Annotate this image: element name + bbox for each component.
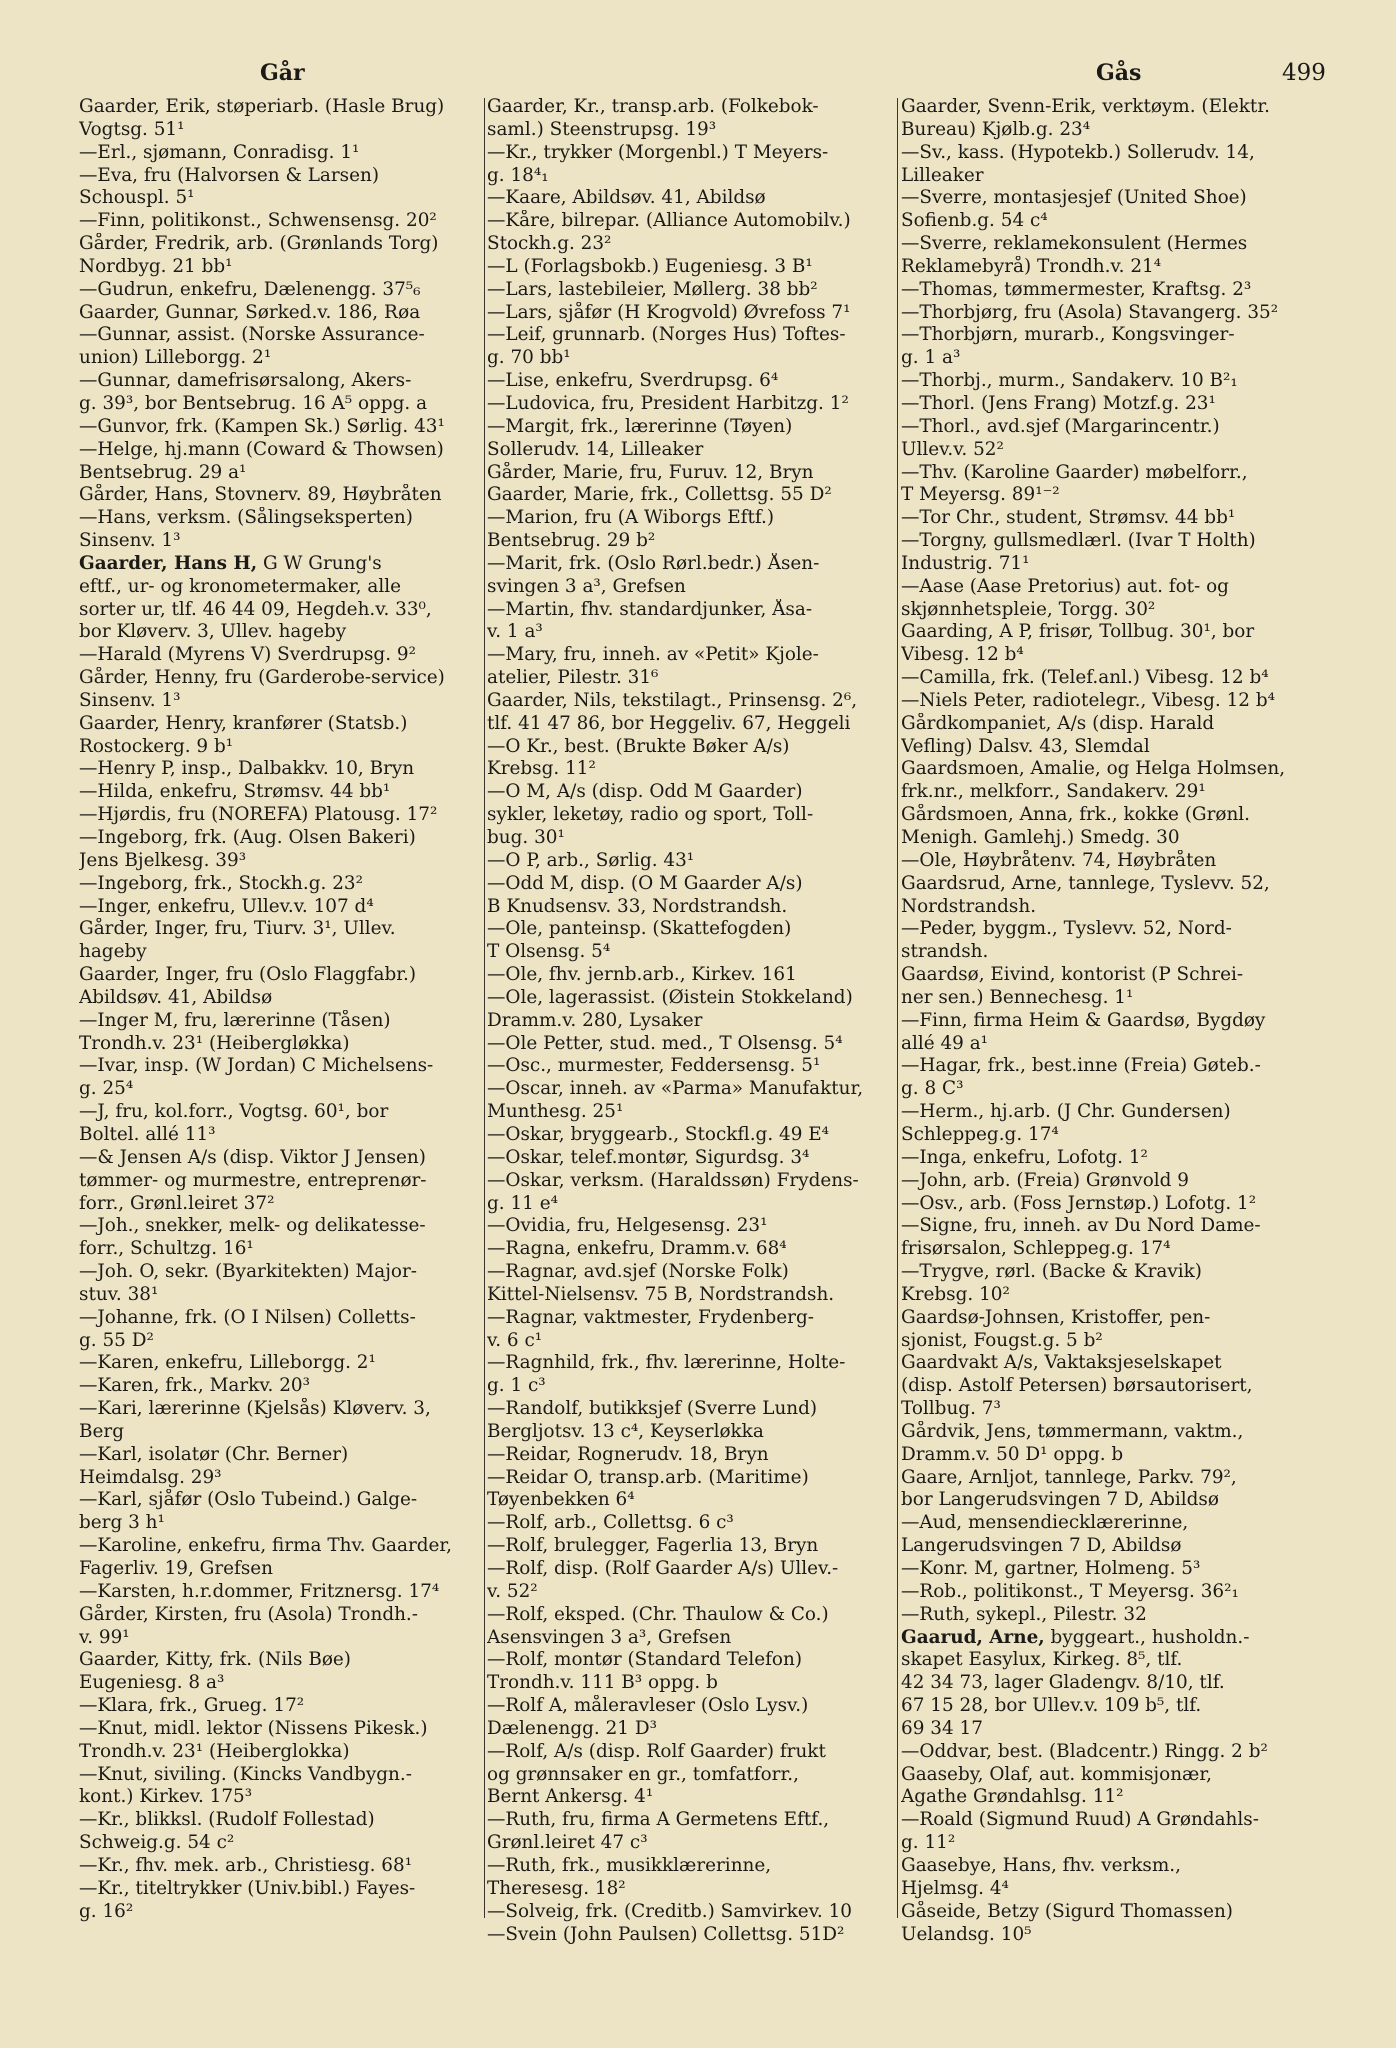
directory-line: Bureau) Kjølb.g. 23⁴ xyxy=(901,118,1091,140)
directory-line: frisørsalon, Schleppeg.g. 17⁴ xyxy=(901,1238,1171,1260)
directory-line: —Kr., trykker (Morgenbl.) T Meyers- xyxy=(487,141,829,163)
directory-line: (disp. Astolf Petersen) børsautorisert, xyxy=(901,1375,1253,1397)
directory-line: Munthesg. 25¹ xyxy=(487,1101,624,1123)
directory-line: Gaare, Arnljot, tannlege, Parkv. 79², xyxy=(901,1466,1237,1488)
directory-line: og grønnsaker en gr., tomfatforr., xyxy=(487,1763,799,1785)
directory-column-1 xyxy=(79,96,473,1924)
directory-line: Heimdalsg. 29³ xyxy=(79,1466,222,1488)
directory-line: Schouspl. 5¹ xyxy=(79,187,195,209)
directory-line: —Herm., hj.arb. (J Chr. Gundersen) xyxy=(901,1101,1231,1123)
directory-line: —John, arb. (Freia) Grønvold 9 xyxy=(901,1169,1189,1191)
directory-line: —Osv., arb. (Foss Jernstøp.) Lofotg. 1² xyxy=(901,1192,1257,1214)
directory-line: union) Lilleborgg. 2¹ xyxy=(79,347,272,369)
directory-line: Gaarder, Hans H, G W Grung's xyxy=(79,552,382,574)
directory-line: Reklamebyrå) Trondh.v. 21⁴ xyxy=(901,255,1162,277)
directory-line: skjønnhetspleie, Torgg. 30² xyxy=(901,598,1156,620)
directory-line: —Karoline, enkefru, firma Thv. Gaarder, xyxy=(79,1535,453,1557)
directory-line: —Lise, enkefru, Sverdrupsg. 6⁴ xyxy=(487,370,779,392)
directory-line: Trondh.v. 23¹ (Heibergløkka) xyxy=(79,1032,350,1054)
directory-line: Gaardsrud, Arne, tannlege, Tyslevv. 52, xyxy=(901,872,1270,894)
directory-line: —Sverre, reklamekonsulent (Hermes xyxy=(901,233,1248,255)
directory-line: —Inger, enkefru, Ullev.v. 107 d⁴ xyxy=(79,895,374,917)
directory-line: —Leif, grunnarb. (Norges Hus) Toftes- xyxy=(487,324,846,346)
directory-line: g. 1 a³ xyxy=(901,347,961,369)
directory-line: —Joh., snekker, melk- og delikatesse- xyxy=(79,1215,426,1237)
directory-line: g. 70 bb¹ xyxy=(487,347,571,369)
directory-line: T Meyersg. 89¹⁻² xyxy=(901,484,1060,506)
directory-line: Fagerliv. 19, Grefsen xyxy=(79,1558,274,1579)
directory-line: —Konr. M, gartner, Holmeng. 5³ xyxy=(901,1558,1201,1579)
directory-line: Gårder, Fredrik, arb. (Grønlands Torg) xyxy=(79,233,439,255)
directory-line: —Ingeborg, frk., Stockh.g. 23² xyxy=(79,872,363,894)
directory-line: 67 15 28, bor Ullev.v. 109 b⁵, tlf. xyxy=(901,1695,1202,1717)
directory-line: Gaarder, Svenn-Erik, verktøym. (Elektr. xyxy=(901,96,1270,117)
directory-line: Vogtsg. 51¹ xyxy=(79,118,185,140)
directory-line: —Karl, sjåfør (Oslo Tubeind.) Galge- xyxy=(79,1489,418,1511)
directory-line: —Ole, Høybråtenv. 74, Høybråten xyxy=(901,849,1217,871)
directory-column-2 xyxy=(487,96,881,1946)
directory-line: v. 52² xyxy=(487,1580,538,1602)
directory-line: —O Kr., best. (Brukte Bøker A/s) xyxy=(487,735,790,757)
directory-line: —Ludovica, fru, President Harbitzg. 1² xyxy=(487,392,849,414)
directory-line: —Karsten, h.r.dommer, Fritznersg. 17⁴ xyxy=(79,1580,440,1602)
directory-line: Vefling) Dalsv. 43, Slemdal xyxy=(901,735,1150,757)
directory-line: Bergljotsv. 13 c⁴, Keyserløkka xyxy=(487,1420,764,1442)
directory-line: —Randolf, butikksjef (Sverre Lund) xyxy=(487,1398,818,1420)
directory-line: —Rob., politikonst., T Meyersg. 36²₁ xyxy=(901,1580,1239,1602)
directory-line: Hjelmsg. 4⁴ xyxy=(901,1877,1009,1899)
directory-line: —Osc., murmester, Feddersensg. 5¹ xyxy=(487,1055,821,1077)
directory-line: —Harald (Myrens V) Sverdrupsg. 9² xyxy=(79,644,416,666)
directory-line: —Thorl., avd.sjef (Margarincentr.) xyxy=(901,415,1220,437)
directory-line: —Hagar, frk., best.inne (Freia) Gøteb.- xyxy=(901,1055,1261,1077)
directory-line: g. 25⁴ xyxy=(79,1078,134,1100)
directory-line: Sofienb.g. 54 c⁴ xyxy=(901,210,1048,232)
directory-line: —Marion, fru (A Wiborgs Eftf.) xyxy=(487,507,775,529)
directory-line: —Kari, lærerinne (Kjelsås) Kløverv. 3, xyxy=(79,1398,431,1420)
directory-line: Dælenengg. 21 D³ xyxy=(487,1717,657,1739)
directory-line: g. 18⁴₁ xyxy=(487,164,549,186)
directory-line: —Thorbjørg, fru (Asola) Stavangerg. 35² xyxy=(901,301,1279,323)
directory-line: Trondh.v. 111 B³ oppg. b xyxy=(487,1672,718,1694)
directory-line: —Finn, firma Heim & Gaardsø, Bygdøy xyxy=(901,1009,1266,1031)
directory-line: tlf. 41 47 86, bor Heggeliv. 67, Heggeli xyxy=(487,712,851,734)
directory-line: —Peder, byggm., Tyslevv. 52, Nord- xyxy=(901,918,1232,940)
directory-line: —Rolf, eksped. (Chr. Thaulow & Co.) xyxy=(487,1603,829,1625)
directory-line: —Kaare, Abildsøv. 41, Abildsø xyxy=(487,187,766,209)
directory-line: bug. 30¹ xyxy=(487,827,565,848)
directory-line: Gaarder, Henry, kranfører (Statsb.) xyxy=(79,712,408,734)
directory-line: v. 99¹ xyxy=(79,1626,130,1648)
directory-line: allé 49 a¹ xyxy=(901,1032,989,1054)
directory-line: sjonist, Fougst.g. 5 b² xyxy=(901,1329,1103,1351)
directory-line: —Kr., fhv. mek. arb., Christiesg. 68¹ xyxy=(79,1854,413,1876)
directory-line: —Mary, fru, inneh. av «Petit» Kjole- xyxy=(487,644,819,666)
directory-line: Gaasebye, Hans, fhv. verksm., xyxy=(901,1854,1181,1876)
directory-line: —Henry P, insp., Dalbakkv. 10, Bryn xyxy=(79,758,415,780)
directory-line: —Lars, lastebileier, Møllerg. 38 bb² xyxy=(487,278,818,300)
directory-line: —Gunnar, damefrisørsalong, Akers- xyxy=(79,370,412,392)
directory-line: —Gudrun, enkefru, Dælenengg. 37⁵₆ xyxy=(79,278,421,300)
directory-line: —Reidar, Rognerudv. 18, Bryn xyxy=(487,1443,769,1465)
directory-line: eftf., ur- og kronometermaker, alle xyxy=(79,575,401,597)
directory-line: v. 1 a³ xyxy=(487,621,543,643)
directory-line: —Torgny, gullsmedlærl. (Ivar T Holth) xyxy=(901,530,1256,552)
directory-line: berg 3 h¹ xyxy=(79,1512,165,1534)
directory-line: —Hjørdis, fru (NOREFA) Platousg. 17² xyxy=(79,804,438,826)
directory-line: Bentsebrug. 29 b² xyxy=(487,530,656,552)
directory-line: Gaardsø-Johnsen, Kristoffer, pen- xyxy=(901,1306,1211,1328)
directory-line: —Klara, frk., Grueg. 17² xyxy=(79,1695,305,1717)
listing-name-bold: Gaarder, Hans H, xyxy=(79,552,258,574)
directory-line: —Trygve, rørl. (Backe & Kravik) xyxy=(901,1261,1202,1283)
directory-line: Schweig.g. 54 c² xyxy=(79,1832,235,1854)
directory-line: —Oddvar, best. (Bladcentr.) Ringg. 2 b² xyxy=(901,1740,1268,1762)
directory-line: Menigh. Gamlehj.) Smedg. 30 xyxy=(901,827,1180,848)
directory-line: Gaarder, Kitty, frk. (Nils Bøe) xyxy=(79,1649,351,1671)
directory-line: —Knut, midl. lektor (Nissens Pikesk.) xyxy=(79,1717,428,1739)
directory-line: B Knudsensv. 33, Nordstrandsh. xyxy=(487,895,788,917)
directory-line: Gaardvakt A/s, Vaktaksjeselskapet xyxy=(901,1352,1222,1374)
directory-line: —Camilla, frk. (Telef.anl.) Vibesg. 12 b⁴ xyxy=(901,667,1269,689)
directory-line: Gaarder, Kr., transp.arb. (Folkebok- xyxy=(487,96,819,117)
directory-line: strandsh. xyxy=(901,941,989,963)
directory-line: Nordbyg. 21 bb¹ xyxy=(79,255,233,277)
directory-line: 42 34 73, lager Gladengv. 8/10, tlf. xyxy=(901,1672,1225,1694)
directory-line: —Signe, fru, inneh. av Du Nord Dame- xyxy=(901,1215,1261,1237)
listing-name-bold: Gaarud, Arne, xyxy=(901,1626,1045,1648)
directory-line: Gaarding, A P, frisør, Tollbug. 30¹, bor xyxy=(901,621,1255,643)
directory-line: Gaarder, Gunnar, Sørked.v. 186, Røa xyxy=(79,301,421,323)
directory-line: Gårder, Hans, Stovnerv. 89, Høybråten xyxy=(79,484,442,506)
directory-line: —Sv., kass. (Hypotekb.) Sollerudv. 14, xyxy=(901,141,1255,163)
running-head-left: Går xyxy=(260,60,305,86)
directory-column-3 xyxy=(901,96,1295,1946)
directory-line: —Joh. O, sekr. (Byarkitekten) Major- xyxy=(79,1261,417,1283)
directory-line: —Karen, frk., Markv. 20³ xyxy=(79,1375,310,1397)
directory-line: skapet Easylux, Kirkeg. 8⁵, tlf. xyxy=(901,1649,1183,1671)
directory-line: —Thorbj., murm., Sandakerv. 10 B²₁ xyxy=(901,370,1238,392)
directory-line: —Thorbjørn, murarb., Kongsvinger- xyxy=(901,324,1235,346)
directory-line: kont.) Kirkev. 175³ xyxy=(79,1786,253,1808)
directory-line: Jens Bjelkesg. 39³ xyxy=(79,849,247,871)
directory-line: 69 34 17 xyxy=(901,1717,983,1739)
directory-line: Uelandsg. 10⁵ xyxy=(901,1923,1032,1945)
directory-line: bor Langerudsvingen 7 D, Abildsø xyxy=(901,1489,1219,1511)
directory-line: Langerudsvingen 7 D, Abildsø xyxy=(901,1535,1182,1557)
directory-line: Sollerudv. 14, Lilleaker xyxy=(487,438,704,460)
directory-line: —Ruth, frk., musikklærerinne, xyxy=(487,1854,772,1876)
directory-line: Tøyenbekken 6⁴ xyxy=(487,1489,635,1511)
running-head-right: Gås xyxy=(1096,60,1142,86)
directory-line: —Gunvor, frk. (Kampen Sk.) Sørlig. 43¹ xyxy=(79,415,445,437)
directory-line: g. 11² xyxy=(901,1832,956,1854)
directory-line: g. 1 c³ xyxy=(487,1375,546,1397)
directory-line: Gårdsmoen, Anna, frk., kokke (Grønl. xyxy=(901,804,1251,826)
directory-line: Vibesg. 12 b⁴ xyxy=(901,644,1024,666)
directory-line: —Ole Petter, stud. med., T Olsensg. 5⁴ xyxy=(487,1032,843,1054)
directory-line: v. 6 c¹ xyxy=(487,1329,543,1351)
directory-line: g. 39³, bor Bentsebrug. 16 A⁵ oppg. a xyxy=(79,392,428,414)
directory-line: Agathe Grøndahlsg. 11² xyxy=(901,1786,1124,1808)
directory-line: svingen 3 a³, Grefsen xyxy=(487,575,686,597)
directory-line: —Helge, hj.mann (Coward & Thowsen) xyxy=(79,438,444,460)
directory-line: —Aud, mensendiecklærerinne, xyxy=(901,1512,1189,1534)
directory-line: —Ole, fhv. jernb.arb., Kirkev. 161 xyxy=(487,964,797,986)
directory-line: Schleppeg.g. 17⁴ xyxy=(901,1123,1059,1145)
directory-line: bor Kløverv. 3, Ullev. hageby xyxy=(79,621,347,643)
directory-line: —Odd M, disp. (O M Gaarder A/s) xyxy=(487,872,803,894)
directory-line: —Ragnhild, frk., fhv. lærerinne, Holte- xyxy=(487,1352,846,1374)
directory-line: Bernt Ankersg. 4¹ xyxy=(487,1786,654,1808)
directory-line: —Margit, frk., lærerinne (Tøyen) xyxy=(487,415,793,437)
directory-line: —Finn, politikonst., Schwensensg. 20² xyxy=(79,210,437,232)
directory-line: Gaarder, Erik, støperiarb. (Hasle Brug) xyxy=(79,96,445,117)
directory-line: Stockh.g. 23² xyxy=(487,233,612,255)
directory-line: Asensvingen 3 a³, Grefsen xyxy=(487,1626,732,1648)
directory-line: —Rolf, disp. (Rolf Gaarder A/s) Ullev.- xyxy=(487,1558,839,1579)
directory-line: —Johanne, frk. (O I Nilsen) Colletts- xyxy=(79,1306,416,1328)
directory-line: —Marit, frk. (Oslo Rørl.bedr.) Åsen- xyxy=(487,552,820,574)
directory-line: —Rolf, montør (Standard Telefon) xyxy=(487,1649,802,1671)
directory-line: stuv. 38¹ xyxy=(79,1283,159,1305)
directory-line: —Eva, fru (Halvorsen & Larsen) xyxy=(79,164,379,186)
directory-line: —Kåre, bilrepar. (Alliance Automobilv.) xyxy=(487,210,851,232)
directory-line: —Thv. (Karoline Gaarder) møbelforr., xyxy=(901,461,1248,483)
directory-line: Gårdkompaniet, A/s (disp. Harald xyxy=(901,712,1215,734)
directory-line: Gaaseby, Olaf, aut. kommisjonær, xyxy=(901,1763,1212,1785)
column-divider xyxy=(484,98,485,1918)
directory-line: —Niels Peter, radiotelegr., Vibesg. 12 b⁴ xyxy=(901,689,1275,711)
directory-line: Bentsebrug. 29 a¹ xyxy=(79,461,247,483)
directory-line: Lilleaker xyxy=(901,164,984,186)
directory-line: —Hilda, enkefru, Strømsv. 44 bb¹ xyxy=(79,781,391,803)
directory-line: Nordstrandsh. xyxy=(901,895,1037,917)
directory-line: —Inga, enkefru, Lofotg. 1² xyxy=(901,1146,1148,1168)
directory-line: Abildsøv. 41, Abildsø xyxy=(79,986,273,1008)
directory-line: —O M, A/s (disp. Odd M Gaarder) xyxy=(487,781,803,803)
directory-line: Gaardsmoen, Amalie, og Helga Holmsen, xyxy=(901,758,1286,780)
directory-line: —Ruth, sykepl., Pilestr. 32 xyxy=(901,1603,1147,1625)
directory-line: Gårder, Marie, fru, Furuv. 12, Bryn xyxy=(487,461,814,483)
directory-line: g. 55 D² xyxy=(79,1329,154,1351)
directory-line: tømmer- og murmestre, entreprenør- xyxy=(79,1169,427,1191)
directory-line: Gaarder, Inger, fru (Oslo Flaggfabr.) xyxy=(79,964,417,986)
column-divider xyxy=(897,98,898,1918)
directory-line: —Karen, enkefru, Lilleborgg. 2¹ xyxy=(79,1352,376,1374)
directory-line: —Ruth, fru, firma A Germetens Eftf., xyxy=(487,1809,830,1831)
directory-line: Dramm.v. 50 D¹ oppg. b xyxy=(901,1443,1124,1465)
directory-line: Gåseide, Betzy (Sigurd Thomassen) xyxy=(901,1900,1233,1922)
directory-line: —Rolf A, måleravleser (Oslo Lysv.) xyxy=(487,1695,809,1717)
directory-line: —Aase (Aase Pretorius) aut. fot- og xyxy=(901,575,1229,597)
directory-line: Theresesg. 18² xyxy=(487,1877,626,1899)
directory-line: Industrig. 71¹ xyxy=(901,552,1030,574)
directory-line: —Reidar O, transp.arb. (Maritime) xyxy=(487,1466,809,1488)
directory-line: Gårder, Kirsten, fru (Asola) Trondh.- xyxy=(79,1603,418,1625)
directory-line: —Oscar, inneh. av «Parma» Manufaktur, xyxy=(487,1078,864,1100)
directory-line: —Erl., sjømann, Conradisg. 1¹ xyxy=(79,141,360,163)
directory-line: —Kr., titeltrykker (Univ.bibl.) Fayes- xyxy=(79,1877,416,1899)
directory-line: —Ovidia, fru, Helgesensg. 23¹ xyxy=(487,1215,768,1237)
directory-line: forr., Grønl.leiret 37² xyxy=(79,1192,275,1214)
directory-line: —Rolf, A/s (disp. Rolf Gaarder) frukt xyxy=(487,1740,826,1762)
directory-line: g. 16² xyxy=(79,1900,134,1922)
directory-line: —Thorl. (Jens Frang) Motzf.g. 23¹ xyxy=(901,392,1216,414)
directory-line: —Ole, lagerassist. (Øistein Stokkeland) xyxy=(487,986,853,1008)
directory-line: —Knut, siviling. (Kincks Vandbygn.- xyxy=(79,1763,412,1785)
directory-line: —Ivar, insp. (W Jordan) C Michelsens- xyxy=(79,1055,434,1077)
directory-line: —Karl, isolatør (Chr. Berner) xyxy=(79,1443,349,1465)
directory-line: Tollbug. 7³ xyxy=(901,1398,1001,1420)
directory-line: —Lars, sjåfør (H Krogvold) Øvrefoss 7¹ xyxy=(487,301,851,323)
directory-line: Trondh.v. 23¹ (Heiberglokka) xyxy=(79,1740,350,1762)
directory-line: —Ragna, enkefru, Dramm.v. 68⁴ xyxy=(487,1238,787,1260)
directory-line: —Svein (John Paulsen) Collettsg. 51D² xyxy=(487,1923,845,1945)
directory-line: —Sverre, montasjesjef (United Shoe) xyxy=(901,187,1247,209)
directory-line: forr., Schultzg. 16¹ xyxy=(79,1238,254,1260)
directory-line: —Rolf, brulegger, Fagerlia 13, Bryn xyxy=(487,1535,819,1557)
directory-line: —Oskar, telef.montør, Sigurdsg. 3⁴ xyxy=(487,1146,810,1168)
directory-line: Berg xyxy=(79,1420,124,1442)
directory-line: frk.nr., melkforr., Sandakerv. 29¹ xyxy=(901,781,1206,803)
directory-line: Gaarder, Nils, tekstilagt., Prinsensg. 2⁶, xyxy=(487,689,858,711)
directory-line: Kittel-Nielsensv. 75 B, Nordstrandsh. xyxy=(487,1283,835,1305)
directory-line: —Roald (Sigmund Ruud) A Grøndahls- xyxy=(901,1809,1259,1831)
directory-line: —Ole, panteinsp. (Skattefogden) xyxy=(487,918,792,940)
directory-line: hageby xyxy=(79,941,147,963)
directory-line: saml.) Steenstrupsg. 19³ xyxy=(487,118,717,140)
directory-line: —& Jensen A/s (disp. Viktor J Jensen) xyxy=(79,1146,426,1168)
directory-line: atelier, Pilestr. 31⁶ xyxy=(487,667,659,689)
directory-line: —Hans, verksm. (Sålingseksperten) xyxy=(79,507,413,529)
directory-line: —Oskar, verksm. (Haraldssøn) Frydens- xyxy=(487,1169,859,1191)
directory-line: —L (Forlagsbokb.) Eugeniesg. 3 B¹ xyxy=(487,255,813,277)
directory-line: Gaarder, Marie, frk., Collettsg. 55 D² xyxy=(487,484,832,506)
directory-line: Gaardsø, Eivind, kontorist (P Schrei- xyxy=(901,964,1244,986)
directory-line: ner sen.) Bennechesg. 1¹ xyxy=(901,986,1134,1008)
directory-line: Eugeniesg. 8 a³ xyxy=(79,1672,225,1694)
directory-line: —Ingeborg, frk. (Aug. Olsen Bakeri) xyxy=(79,827,416,848)
directory-line: —Kr., blikksl. (Rudolf Follestad) xyxy=(79,1809,375,1831)
directory-line: —Martin, fhv. standardjunker, Åsa- xyxy=(487,598,813,620)
directory-line: Ullev.v. 52² xyxy=(901,438,1004,460)
directory-line: —J, fru, kol.forr., Vogtsg. 60¹, bor xyxy=(79,1101,389,1123)
directory-line: —O P, arb., Sørlig. 43¹ xyxy=(487,849,695,871)
directory-line: Krebsg. 11² xyxy=(487,758,596,780)
directory-line: —Ragnar, avd.sjef (Norske Folk) xyxy=(487,1261,789,1283)
directory-line: —Oskar, bryggearb., Stockfl.g. 49 E⁴ xyxy=(487,1123,830,1145)
directory-line: g. 11 e⁴ xyxy=(487,1192,558,1214)
directory-line: —Ragnar, vaktmester, Frydenberg- xyxy=(487,1306,814,1328)
page-number: 499 xyxy=(1282,60,1326,86)
directory-line: Gårdvik, Jens, tømmermann, vaktm., xyxy=(901,1420,1244,1442)
directory-line: sykler, leketøy, radio og sport, Toll- xyxy=(487,804,814,826)
directory-line: Gårder, Inger, fru, Tiurv. 3¹, Ullev. xyxy=(79,918,396,940)
directory-line: —Solveig, frk. (Creditb.) Samvirkev. 10 xyxy=(487,1900,852,1922)
directory-line: Boltel. allé 11³ xyxy=(79,1123,216,1145)
directory-line: —Gunnar, assist. (Norske Assurance- xyxy=(79,324,425,346)
directory-line: T Olsensg. 5⁴ xyxy=(487,941,611,963)
directory-line: Gaarud, Arne, byggeart., husholdn.- xyxy=(901,1626,1250,1648)
directory-line: —Thomas, tømmermester, Kraftsg. 2³ xyxy=(901,278,1252,300)
directory-line: Gårder, Henny, fru (Garderobe-service) xyxy=(79,667,445,689)
directory-line: Dramm.v. 280, Lysaker xyxy=(487,1009,703,1031)
directory-line: Sinsenv. 1³ xyxy=(79,530,181,552)
directory-line: Grønl.leiret 47 c³ xyxy=(487,1832,648,1854)
directory-line: —Inger M, fru, lærerinne (Tåsen) xyxy=(79,1009,391,1031)
directory-line: Krebsg. 10² xyxy=(901,1283,1010,1305)
directory-line: —Tor Chr., student, Strømsv. 44 bb¹ xyxy=(901,507,1236,529)
directory-line: —Rolf, arb., Collettsg. 6 c³ xyxy=(487,1512,734,1534)
directory-line: g. 8 C³ xyxy=(901,1078,964,1100)
directory-line: sorter ur, tlf. 46 44 09, Hegdeh.v. 33⁰, xyxy=(79,598,432,620)
directory-line: Rostockerg. 9 b¹ xyxy=(79,735,234,757)
directory-line: Sinsenv. 1³ xyxy=(79,689,181,711)
